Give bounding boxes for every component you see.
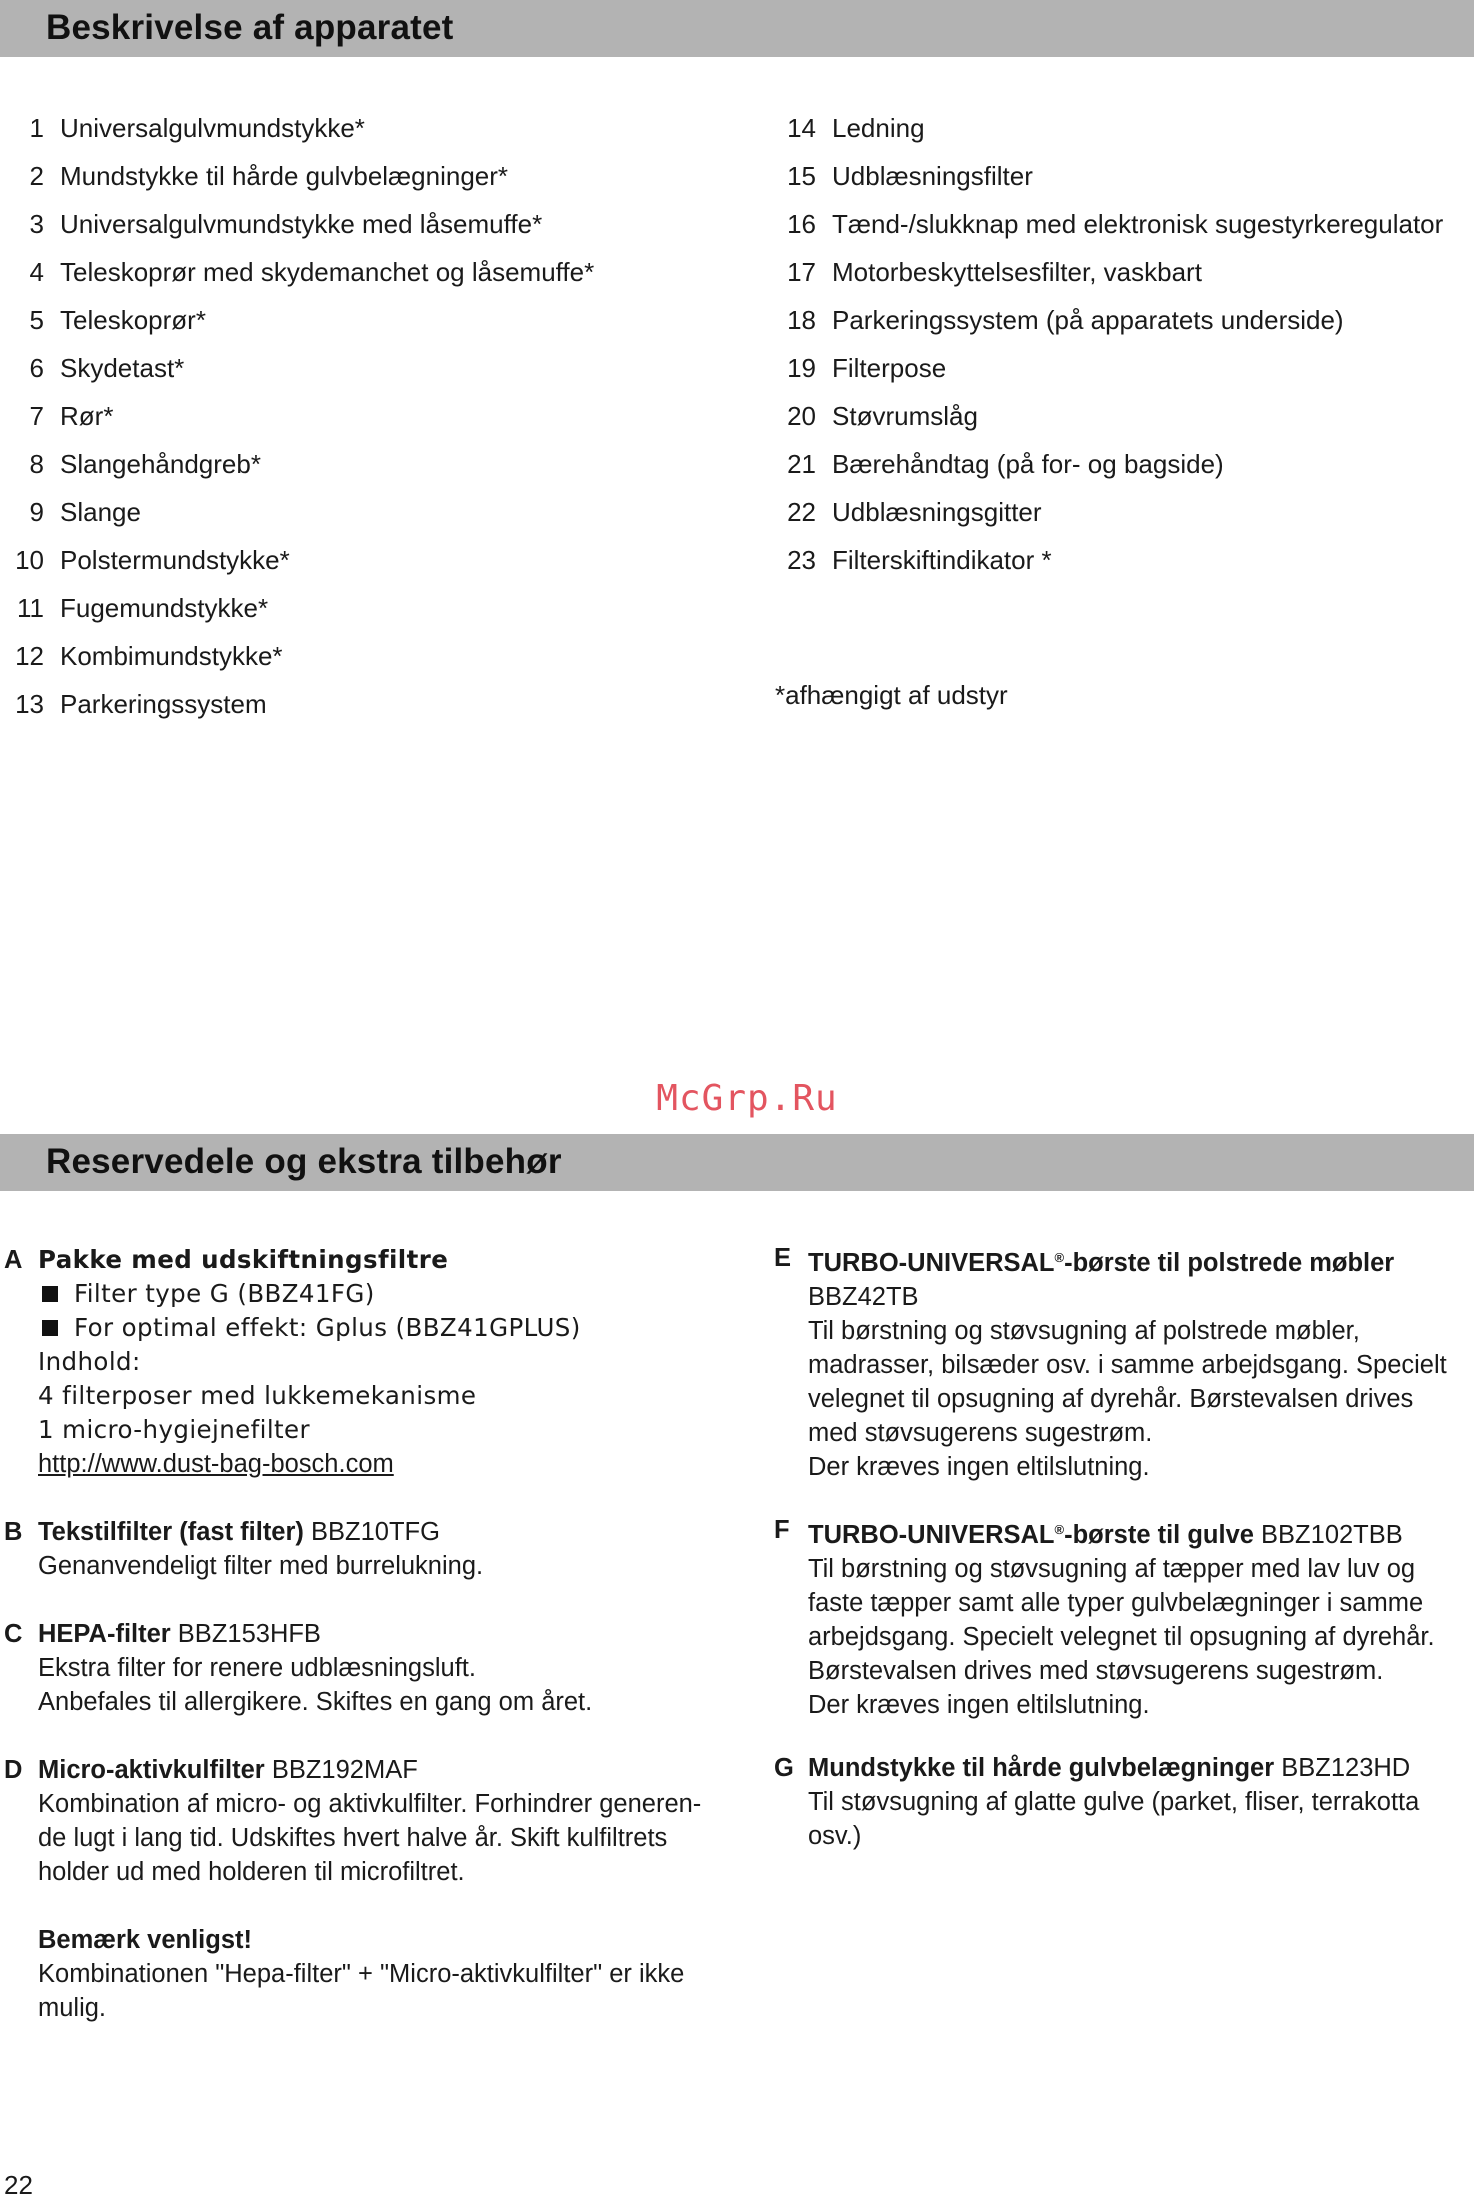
list-item: [0, 296, 760, 344]
item-number: 18: [787, 305, 816, 335]
section-title-accessories: Reservedele og ekstra tilbehør: [46, 1142, 562, 1181]
item-number: 13: [15, 689, 44, 719]
item-label: Polstermundstykke*: [60, 545, 290, 575]
item-number: 17: [787, 257, 816, 287]
note-title: Bemærk venligst!: [38, 1926, 252, 1954]
content-label: Indhold:: [38, 1347, 141, 1376]
item-number: 10: [15, 545, 44, 575]
list-item: [0, 248, 760, 296]
description-line: holder ud med holderen til microfiltret.: [38, 1858, 465, 1886]
list-item: [0, 440, 760, 488]
description-line: de lugt i lang tid. Udskiftes hvert halve år. Skift kulfiltrets: [38, 1824, 668, 1852]
accessory-title: TURBO-UNIVERSAL: [808, 1521, 1055, 1549]
section-header-description: [0, 0, 1474, 57]
list-item: [0, 680, 760, 728]
list-item: [0, 200, 760, 248]
list-item: [770, 440, 1470, 488]
bullet-square-icon: [42, 1286, 58, 1302]
accessory-letter: G: [774, 1754, 794, 1782]
list-item: [0, 584, 760, 632]
description-line: Kombination af micro- og aktivkulfilter. Forhindrer generen-: [38, 1790, 702, 1818]
description-line: osv.): [808, 1822, 862, 1850]
item-number: 8: [29, 449, 44, 479]
item-number: 15: [787, 161, 816, 191]
accessory-title: Micro-aktivkulfilter: [38, 1756, 265, 1784]
accessory-title-suffix: -børste til polstrede møbler: [1064, 1249, 1395, 1277]
item-number: 22: [787, 497, 816, 527]
description-line: Børstevalsen drives med støvsugerens sugestrøm.: [808, 1657, 1384, 1685]
list-item: [770, 248, 1470, 296]
list-item: [0, 104, 760, 152]
item-number: 14: [787, 113, 816, 143]
description-line: Anbefales til allergikere. Skiftes en gang om året.: [38, 1688, 593, 1716]
item-number: 9: [29, 497, 44, 527]
accessory-title: HEPA-filter: [38, 1620, 171, 1648]
accessory-code: BBZ192MAF: [264, 1756, 418, 1784]
item-number: 12: [15, 641, 44, 671]
item-number: 5: [29, 305, 44, 335]
item-label: Kombimundstykke*: [60, 641, 283, 671]
accessory-code: BBZ102TBB: [1253, 1521, 1403, 1549]
dust-bag-link[interactable]: http://www.dust-bag-bosch.com: [38, 1450, 394, 1478]
description-line: madrasser, bilsæder osv. i samme arbejdsgang. Specielt: [808, 1351, 1447, 1379]
description-line: Genanvendeligt filter med burrelukning.: [38, 1552, 484, 1580]
item-number: 6: [29, 353, 44, 383]
accessory-title: TURBO-UNIVERSAL: [808, 1249, 1055, 1277]
accessory-title: Pakke med udskiftningsfiltre: [38, 1245, 449, 1274]
section-header-accessories: [0, 1134, 1474, 1191]
item-label: Teleskoprør med skydemanchet og låsemuffe*: [60, 257, 595, 287]
note-line: mulig.: [38, 1994, 107, 2022]
item-number: 20: [787, 401, 816, 431]
item-number: 4: [29, 257, 44, 287]
accessory-letter: A: [4, 1246, 23, 1274]
item-label: Teleskoprør*: [60, 305, 206, 335]
item-number: 7: [29, 401, 44, 431]
accessory-code: BBZ153HFB: [170, 1620, 321, 1648]
content-line: 4 filterposer med lukkemekanisme: [38, 1381, 477, 1410]
description-line: Til børstning og støvsugning af tæpper med lav luv og: [808, 1555, 1416, 1583]
accessory-code: BBZ10TFG: [303, 1518, 440, 1546]
item-label: Rør*: [60, 401, 114, 431]
item-label: Fugemundstykke*: [60, 593, 269, 623]
accessory-code: BBZ42TB: [808, 1283, 919, 1311]
item-label: Universalgulvmundstykke*: [60, 113, 365, 143]
accessory-title: Tekstilfilter (fast filter): [38, 1518, 304, 1546]
equipment-footnote: *afhængigt af udstyr: [775, 680, 1008, 710]
item-number: 1: [29, 113, 44, 143]
description-line: med støvsugerens sugestrøm.: [808, 1419, 1153, 1447]
parts-list-left: [0, 104, 760, 728]
list-item: [770, 536, 1470, 584]
list-item: [770, 152, 1470, 200]
item-label: Motorbeskyttelsesfilter, vaskbart: [832, 257, 1202, 287]
accessory-letter: F: [774, 1516, 790, 1544]
item-label: Udblæsningsfilter: [832, 161, 1033, 191]
item-label: Udblæsningsgitter: [832, 497, 1042, 527]
registered-mark: ®: [1054, 1250, 1065, 1265]
accessory-letter: D: [4, 1756, 23, 1784]
content-line: 1 micro-hygiejnefilter: [38, 1415, 310, 1444]
description-line: Til støvsugning af glatte gulve (parket, fliser, terrakotta: [808, 1788, 1420, 1816]
description-line: Der kræves ingen eltilslutning.: [808, 1453, 1150, 1481]
item-label: Mundstykke til hårde gulvbelægninger*: [60, 161, 509, 191]
item-number: 3: [29, 209, 44, 239]
registered-mark: ®: [1054, 1522, 1065, 1537]
item-label: Skydetast*: [60, 353, 185, 383]
item-number: 21: [787, 449, 816, 479]
page-number: 22: [4, 2170, 33, 2200]
list-item: [770, 488, 1470, 536]
accessory-letter: E: [774, 1244, 792, 1272]
description-line: Ekstra filter for renere udblæsningsluft.: [38, 1654, 476, 1682]
item-label: Slangehåndgreb*: [60, 449, 261, 479]
list-item: [770, 392, 1470, 440]
item-label: Bærehåndtag (på for- og bagside): [832, 449, 1224, 479]
note-line: Kombinationen "Hepa-filter" + "Micro-aktivkulfilter" er ikke: [38, 1960, 685, 1988]
description-line: velegnet til opsugning af dyrehår. Børstevalsen drives: [808, 1385, 1414, 1413]
item-number: 11: [17, 593, 44, 623]
section-title-description: Beskrivelse af apparatet: [46, 8, 454, 47]
list-item: [0, 344, 760, 392]
accessory-title: Mundstykke til hårde gulvbelægninger: [808, 1754, 1275, 1782]
description-line: arbejdsgang. Specielt velegnet til opsugning af dyrehår.: [808, 1623, 1435, 1651]
description-line: Der kræves ingen eltilslutning.: [808, 1691, 1150, 1719]
bullet-square-icon: [42, 1320, 58, 1336]
list-item: [0, 632, 760, 680]
item-label: Tænd-/slukknap med elektronisk sugestyrkeregulator: [832, 209, 1444, 239]
item-label: Støvrumslåg: [832, 401, 978, 431]
item-number: 2: [29, 161, 44, 191]
parts-list-right: [770, 104, 1470, 584]
accessory-code: BBZ123HD: [1274, 1754, 1411, 1782]
item-number: 16: [787, 209, 816, 239]
item-label: Filterskiftindikator *: [832, 545, 1052, 575]
item-number: 19: [787, 353, 816, 383]
list-item: [0, 536, 760, 584]
filter-type-gplus: For optimal effekt: Gplus (BBZ41GPLUS): [74, 1313, 581, 1342]
list-item: [0, 392, 760, 440]
accessory-letter: C: [4, 1620, 23, 1648]
item-label: Parkeringssystem (på apparatets underside): [832, 305, 1344, 335]
list-item: [0, 488, 760, 536]
list-item: [770, 296, 1470, 344]
item-label: Universalgulvmundstykke med låsemuffe*: [60, 209, 543, 239]
item-label: Filterpose: [832, 353, 947, 383]
item-label: Parkeringssystem: [60, 689, 267, 719]
list-item: [770, 104, 1470, 152]
item-number: 23: [787, 545, 816, 575]
list-item: [770, 200, 1470, 248]
accessory-title-suffix: -børste til gulve: [1064, 1521, 1254, 1549]
filter-type-g: Filter type G (BBZ41FG): [74, 1279, 375, 1308]
item-label: Slange: [60, 497, 141, 527]
list-item: [770, 344, 1470, 392]
list-item: [0, 152, 760, 200]
accessory-letter: B: [4, 1518, 23, 1546]
watermark: McGrp.Ru: [656, 1078, 838, 1119]
description-line: faste tæpper samt alle typer gulvbelægninger i samme: [808, 1589, 1424, 1617]
description-line: Til børstning og støvsugning af polstrede møbler,: [808, 1317, 1360, 1345]
item-label: Ledning: [832, 113, 925, 143]
